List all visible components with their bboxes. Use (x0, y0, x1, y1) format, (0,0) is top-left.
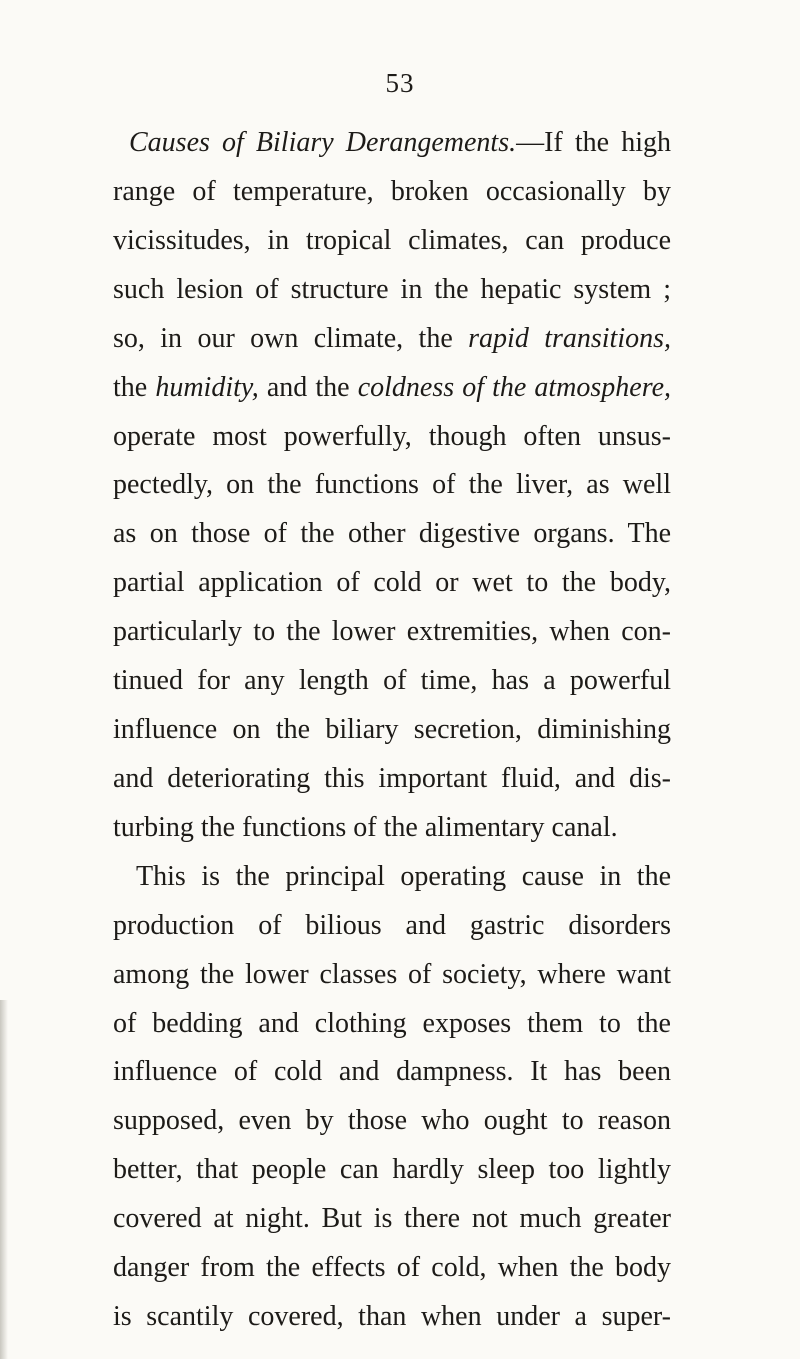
page-edge-shadow (0, 1000, 8, 1359)
text-line: among the lower classes of society, where want (113, 959, 671, 990)
text-line: is scantily covered, than when under a super- (113, 1301, 671, 1332)
text-line: and deteriorating this important fluid, and dis- (113, 763, 671, 794)
page-number: 53 (385, 68, 415, 98)
text-line: so, in our own climate, the rapid transitions, (113, 323, 672, 354)
text-line: operate most powerfully, though often unsus- (113, 421, 671, 452)
text-line: as on those of the other digestive organs. The (113, 518, 671, 549)
text-line: partial application of cold or wet to the body, (113, 567, 671, 598)
text-line: production of bilious and gastric disorders (113, 910, 671, 941)
section-heading: Causes of Biliary Derangements. (129, 127, 517, 158)
text-line: the humidity, and the coldness of the atmosphere, (113, 372, 671, 403)
text-line: better, that people can hardly sleep too lightly (113, 1154, 671, 1185)
text-line: supposed, even by those who ought to reason (113, 1105, 671, 1136)
text-line: influence of cold and dampness. It has been (113, 1056, 671, 1087)
text-line: of bedding and clothing exposes them to the (113, 1008, 671, 1039)
text-line: particularly to the lower extremities, when con- (113, 616, 671, 647)
text-line: tinued for any length of time, has a powerful (113, 665, 671, 696)
paragraph-start-line: This is the principal operating cause in the (136, 861, 671, 892)
text-line: influence on the biliary secretion, diminishing (113, 714, 671, 745)
text-line: turbing the functions of the alimentary canal. (113, 812, 618, 843)
text-line: danger from the effects of cold, when the body (113, 1252, 671, 1283)
text-line: covered at night. But is there not much greater (113, 1203, 671, 1234)
text-line: vicissitudes, in tropical climates, can produce (113, 225, 671, 256)
text-line: Causes of Biliary Derangements.—If the high (129, 127, 671, 158)
text-line: such lesion of structure in the hepatic system ; (113, 274, 671, 305)
text-line: range of temperature, broken occasionally by (113, 176, 671, 207)
text-line: pectedly, on the functions of the liver, as well (113, 469, 671, 500)
